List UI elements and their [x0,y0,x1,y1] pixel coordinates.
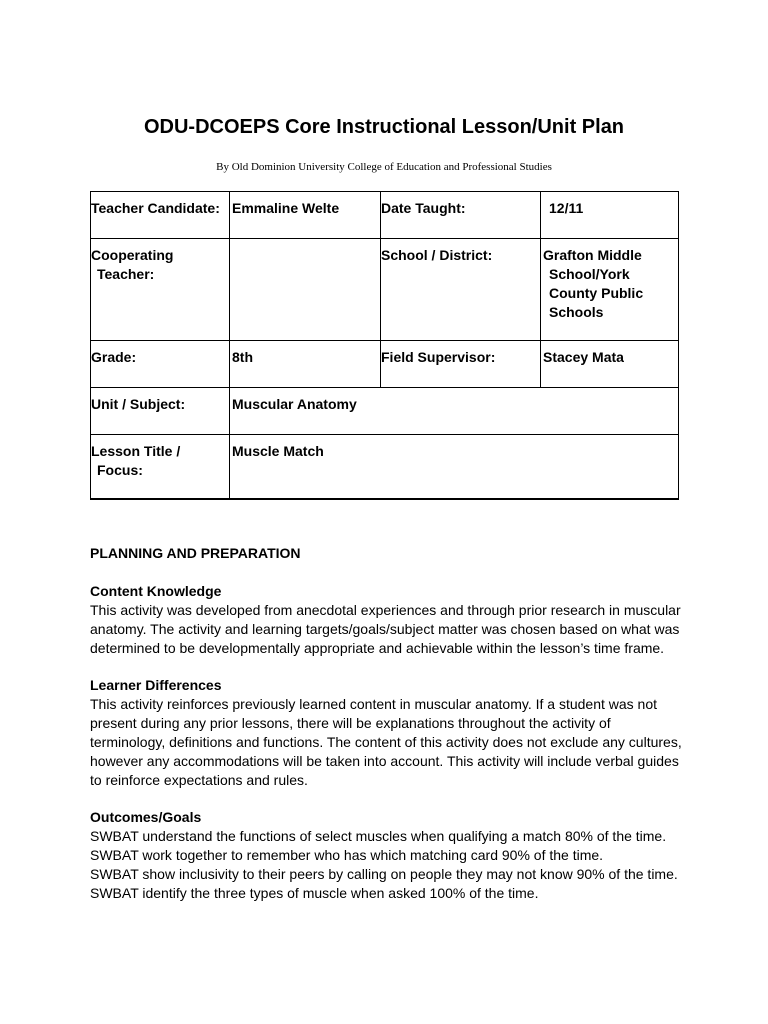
learner-differences-line: This activity reinforces previously learned content in muscular anatomy. If a student was not [90,696,658,712]
learner-differences-heading: Learner Differences [90,677,222,693]
table-row [91,388,679,435]
grade-value: 8th [230,341,381,388]
learner-differences-line: to reinforce expectations and rules. [90,772,308,788]
outcomes-goals-section [90,808,690,903]
table-row [91,239,679,341]
learner-differences-line: however any accommodations will be taken into account. This activity will include verbal guides [90,753,679,769]
document-subtitle: By Old Dominion University College of Education and Professional Studies [216,161,552,173]
content-knowledge-line: This activity was developed from anecdotal experiences and through prior research in muscular [90,602,681,618]
lesson-title-label-line-2: Focus: [97,462,143,478]
goal-item: SWBAT work together to remember who has which matching card 90% of the time. [90,847,604,863]
goal-item: SWBAT understand the functions of select muscles when qualifying a match 80% of the time. [90,828,667,844]
field-supervisor-value: Stacey Mata [541,341,679,388]
school-district-label: School / District: [381,239,541,341]
learner-differences-line: terminology, definitions and functions. The content of this activity does not exclude any cultures, [90,734,682,750]
cooperating-teacher-value [230,239,381,341]
table-row [91,192,679,239]
school-district-value-line-1: Grafton Middle [543,247,642,263]
goal-item: SWBAT show inclusivity to their peers by calling on people they may not know 90% of the time. [90,866,678,882]
content-knowledge-line: determined to be developmentally appropriate and achievable within the lesson’s time frame. [90,640,665,656]
table-row [91,341,679,388]
goal-item: SWBAT identify the three types of muscle when asked 100% of the time. [90,885,539,901]
table-row [91,435,679,499]
lesson-title-value: Muscle Match [230,435,679,499]
content-knowledge-heading: Content Knowledge [90,583,222,599]
cooperating-teacher-label [91,239,230,341]
grade-label: Grade: [91,341,230,388]
teacher-candidate-label: Teacher Candidate: [91,192,230,239]
teacher-candidate-value: Emmaline Welte [230,192,381,239]
school-district-value [541,239,679,341]
unit-subject-value: Muscular Anatomy [230,388,679,435]
lesson-title-label [91,435,230,499]
outcomes-goals-heading: Outcomes/Goals [90,809,202,825]
date-taught-value: 12/11 [541,192,679,239]
school-district-value-line-4: Schools [549,304,604,320]
unit-subject-label: Unit / Subject: [91,388,230,435]
school-district-value-line-2: School/York [549,266,630,282]
lesson-info-table [90,191,679,500]
document-title: ODU-DCOEPS Core Instructional Lesson/Unit Plan [143,116,625,138]
content-knowledge-section [90,582,690,658]
learner-differences-line: present during any prior lessons, there will be explanations throughout the activity of [90,715,611,731]
field-supervisor-label: Field Supervisor: [381,341,541,388]
planning-heading: PLANNING AND PREPARATION [90,545,301,561]
cooperating-teacher-label-line-2: Teacher: [97,266,155,282]
date-taught-label: Date Taught: [381,192,541,239]
lesson-title-label-line-1: Lesson Title / [91,443,181,459]
content-knowledge-line: anatomy. The activity and learning targets/goals/subject matter was chosen based on what was [90,621,680,637]
school-district-value-line-3: County Public [549,285,644,301]
learner-differences-section [90,676,690,790]
cooperating-teacher-label-line-1: Cooperating [91,247,174,263]
